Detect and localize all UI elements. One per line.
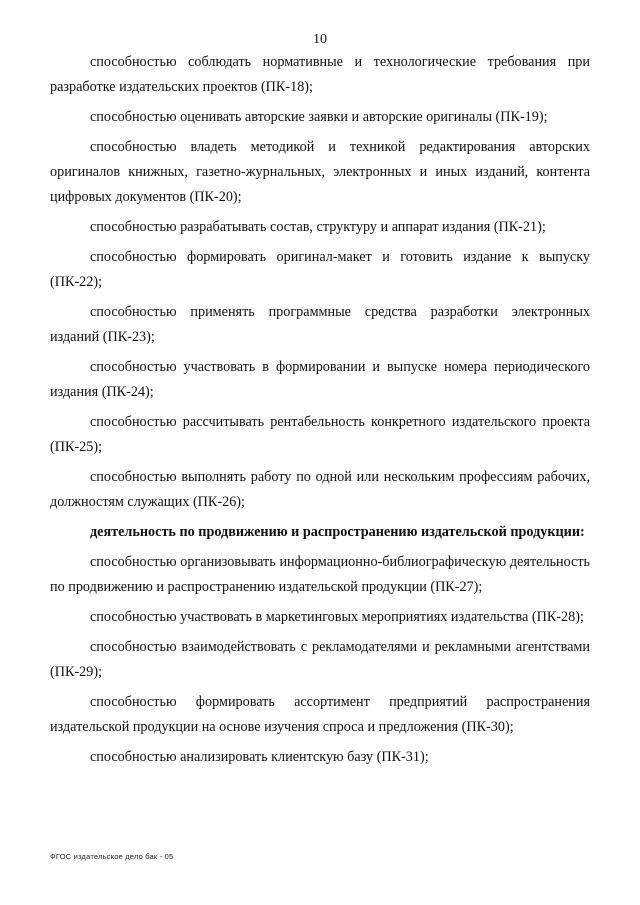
competency-item: способностью формировать ассортимент предприятий распространения издательской продукции на основе изучения спроса и предложения (ПК-30); [50,694,590,735]
document-body [50,50,590,775]
competency-item: способностью анализировать клиентскую базу (ПК-31); [90,749,429,765]
competency-item: способностью рассчитывать рентабельность конкретного издательского проекта (ПК-25); [50,414,590,455]
competency-item: способностью участвовать в маркетинговых мероприятиях издательства (ПК-28); [90,609,584,625]
competency-item: способностью соблюдать нормативные и технологические требования при разработке издательских проектов (ПК-18); [50,54,590,95]
competency-item: способностью разрабатывать состав, структуру и аппарат издания (ПК-21); [90,219,546,235]
competency-item: способностью владеть методикой и техникой редактирования авторских оригиналов книжных, газетно-журнальных, электронных и иных изданий, контента цифровых документов (ПК-20); [50,139,590,205]
competency-item: способностью оценивать авторские заявки и авторские оригиналы (ПК-19); [90,109,548,125]
document-footer: ФГОС издательское дело бак - 05 [50,852,174,861]
competency-item: способностью применять программные средства разработки электронных изданий (ПК-23); [50,304,590,345]
section-heading: деятельность по продвижению и распространению издательской продукции: [90,524,585,540]
competency-item: способностью выполнять работу по одной или нескольким профессиям рабочих, должностям служащих (ПК-26); [50,469,590,510]
competency-item: способностью взаимодействовать с рекламодателями и рекламными агентствами (ПК-29); [50,639,590,680]
page-number: 10 [313,32,327,47]
competency-item: способностью организовывать информационно-библиографическую деятельность по продвижению и распространению издательской продукции (ПК-27); [50,554,590,595]
competency-item: способностью участвовать в формировании и выпуске номера периодического издания (ПК-24); [50,359,590,400]
competency-item: способностью формировать оригинал-макет и готовить издание к выпуску (ПК-22); [50,249,590,290]
